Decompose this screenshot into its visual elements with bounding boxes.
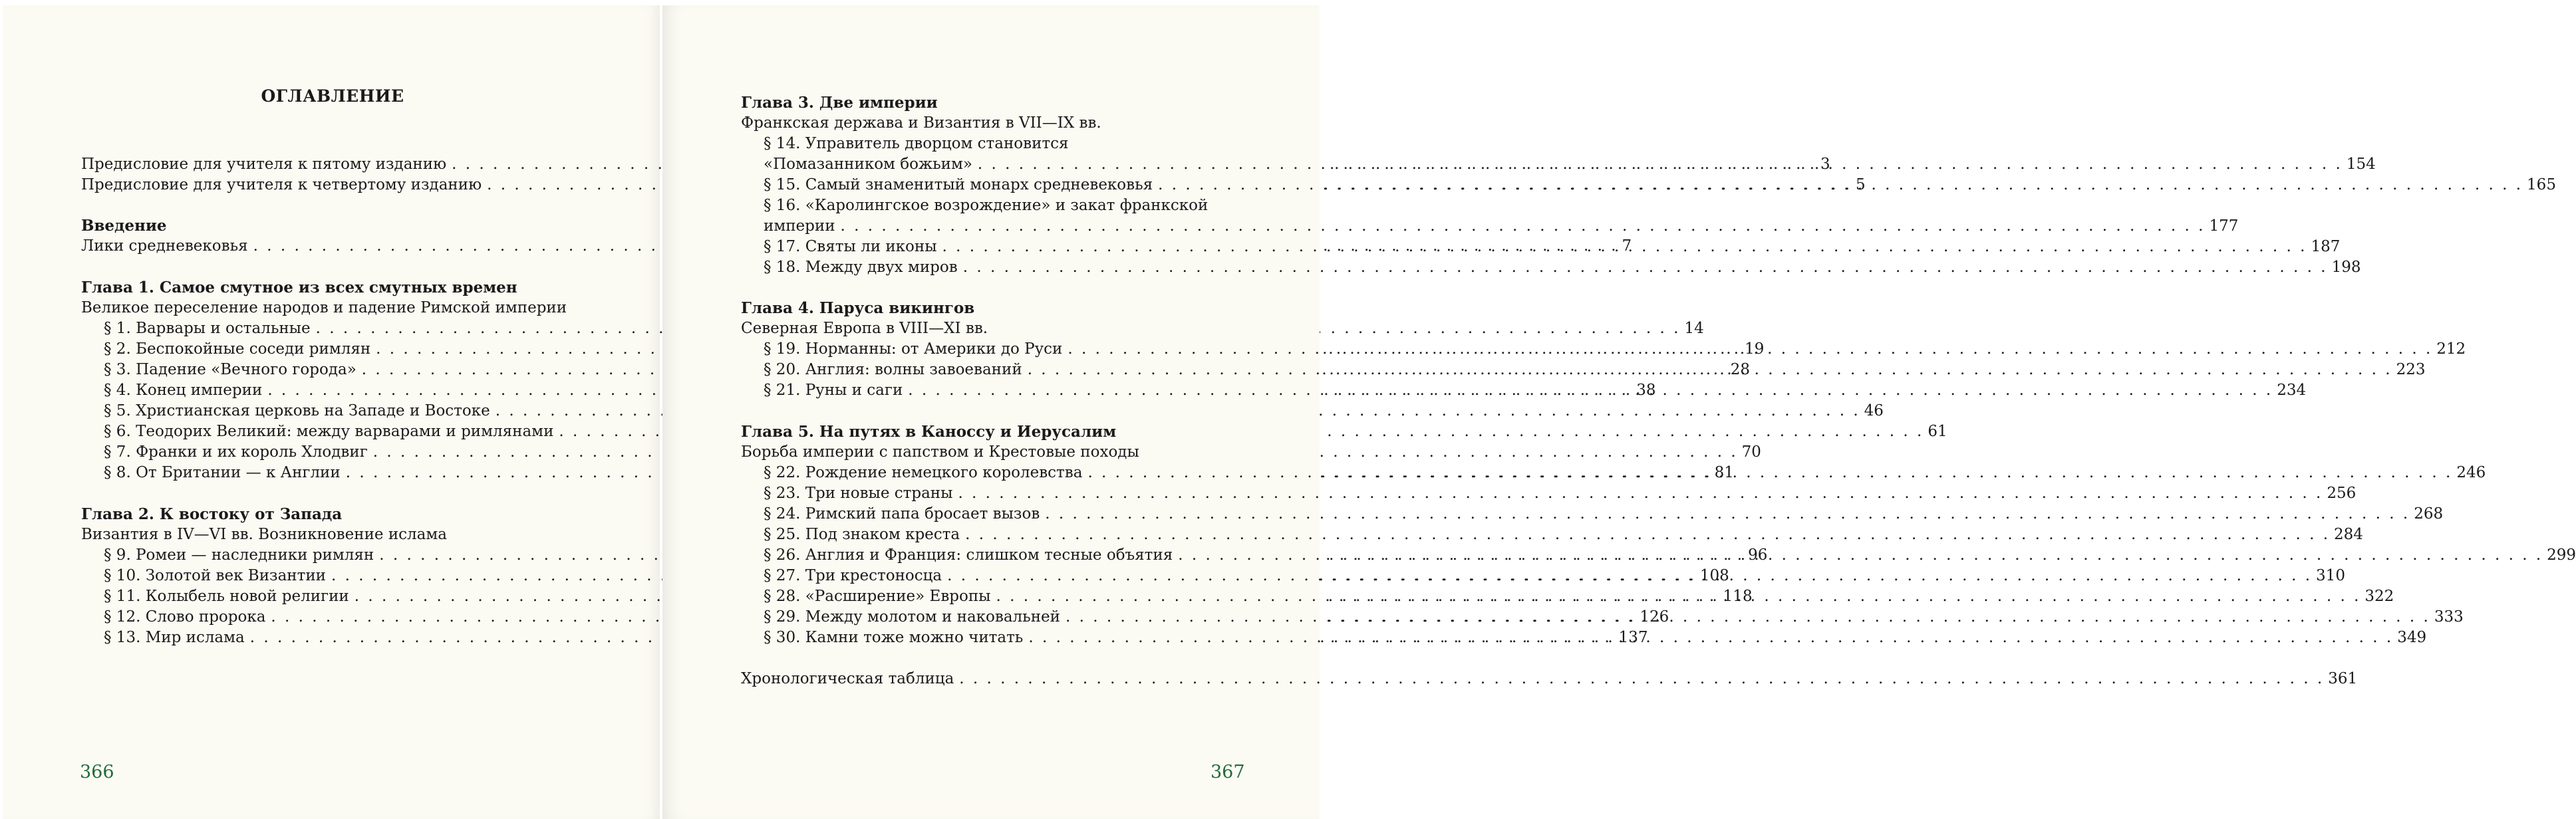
- entry-title: § 3. Падение «Вечного города»: [104, 361, 357, 378]
- entry-title: Предисловие для учителя к пятому изданию: [81, 156, 447, 173]
- entry-title: § 5. Христианская церковь на Западе и Востоке: [104, 402, 490, 419]
- entry-title: Лики средневековья: [81, 237, 248, 255]
- entry-title: § 1. Варвары и остальные: [104, 320, 311, 337]
- entry-page: 299: [2547, 546, 2576, 564]
- entry-page: 70: [1741, 443, 1761, 461]
- entry-title: § 24. Римский папа бросает вызов: [764, 505, 1040, 523]
- entry-page: 46: [1864, 402, 1884, 419]
- entry-page: 108: [1699, 567, 1729, 584]
- section-title-line[interactable]: § 14. Управитель дворцом становится: [764, 135, 1069, 152]
- section-entry[interactable]: [764, 257, 2361, 278]
- entry-title: § 18. Между двух миров: [764, 259, 958, 276]
- dot-leader: [1028, 628, 2393, 648]
- entry-title: § 30. Камни тоже можно читать: [764, 629, 1024, 646]
- entry-page: 5: [1856, 176, 1866, 193]
- dot-leader: [1066, 607, 2430, 628]
- chapter-heading: Глава 3. Две империи: [741, 94, 938, 112]
- entry-page: 361: [2328, 670, 2358, 687]
- entry-page: 3: [1820, 156, 1830, 173]
- entry-title: § 29. Между молотом и наковальней: [764, 608, 1060, 626]
- toc-entry[interactable]: [741, 669, 2358, 689]
- toc-heading: ОГЛАВЛЕНИЕ: [261, 86, 404, 106]
- section-entry[interactable]: [764, 483, 2357, 504]
- section-entry[interactable]: [764, 504, 2444, 525]
- chapter-subtitle: Византия в IV—VI вв. Возникновение ислама: [81, 526, 447, 543]
- entry-title: «Помазанником божьим»: [764, 156, 972, 173]
- entry-title: § 22. Рождение немецкого королевства: [764, 464, 1083, 481]
- dot-leader: [1158, 175, 2523, 195]
- entry-title: § 26. Англия и Франция: слишком тесные объятия: [764, 546, 1173, 564]
- entry-title: § 19. Норманны: от Америки до Руси: [764, 340, 1063, 358]
- page-number: 366: [80, 762, 114, 782]
- entry-page: 118: [1723, 588, 1753, 605]
- entry-title: Предисловие для учителя к четвертому изданию: [81, 176, 482, 193]
- entry-page: 96: [1748, 546, 1768, 564]
- entry-title: § 8. От Британии — к Англии: [104, 464, 341, 481]
- entry-page: 310: [2316, 567, 2345, 584]
- section-entry[interactable]: [764, 525, 2363, 545]
- dot-leader: [1178, 545, 2543, 566]
- entry-title: § 20. Англия: волны завоеваний: [764, 361, 1022, 378]
- entry-page: 7: [1622, 237, 1632, 255]
- section-entry[interactable]: [764, 237, 2341, 257]
- dot-leader: [841, 216, 2206, 237]
- section-title-line[interactable]: § 16. «Каролингское возрождение» и закат франкской: [764, 197, 1209, 214]
- section-entry[interactable]: [764, 216, 2239, 237]
- introduction-heading: Введение: [81, 217, 167, 235]
- entry-title: § 10. Золотой век Византии: [104, 567, 326, 584]
- dot-leader: [978, 154, 2343, 175]
- section-entry[interactable]: [764, 154, 2376, 175]
- entry-title: § 15. Самый знаменитый монарх средневековья: [764, 176, 1153, 193]
- entry-title: § 17. Святы ли иконы: [764, 238, 937, 255]
- entry-title: § 2. Беспокойные соседи римлян: [104, 340, 371, 358]
- entry-title: § 12. Слово пророка: [104, 608, 266, 626]
- dot-leader: [963, 257, 2328, 278]
- dot-leader: [1087, 463, 2452, 483]
- dot-leader: [947, 566, 2312, 586]
- dot-leader: [908, 380, 2273, 401]
- entry-page: 165: [2527, 176, 2556, 193]
- entry-page: 154: [2346, 156, 2376, 173]
- entry-title: § 25. Под знаком креста: [764, 526, 960, 543]
- entry-title: § 23. Три новые страны: [764, 485, 953, 502]
- entry-title: § 7. Франки и их король Хлодвиг: [104, 443, 368, 461]
- entry-title: § 4. Конец империи: [104, 382, 263, 399]
- entry-page: 212: [2436, 340, 2466, 358]
- chapter-subtitle: Борьба империи с папством и Крестовые походы: [741, 443, 1139, 461]
- entry-page: 284: [2334, 526, 2363, 543]
- entry-title: § 11. Колыбель новой религии: [104, 588, 349, 605]
- entry-page: 28: [1730, 361, 1750, 378]
- entry-page: 256: [2327, 485, 2357, 502]
- chapter-heading: Глава 5. На путях в Каноссу и Иерусалим: [741, 423, 1117, 441]
- entry-page: 187: [2311, 238, 2341, 255]
- chapter-subtitle: Великое переселение народов и падение Римской империи: [81, 299, 567, 316]
- entry-title: § 21. Руны и саги: [764, 382, 903, 399]
- entry-page: 38: [1636, 382, 1656, 399]
- entry-page: 349: [2397, 629, 2427, 646]
- entry-page: 198: [2331, 259, 2361, 276]
- entry-title: § 9. Ромеи — наследники римлян: [104, 546, 374, 564]
- dot-leader: [965, 525, 2330, 545]
- page-number: 367: [1211, 762, 1245, 782]
- entry-page: 81: [1714, 464, 1734, 481]
- chapter-subtitle: Северная Европа в VIII—XI вв.: [741, 320, 988, 337]
- entry-page: 268: [2414, 505, 2444, 523]
- entry-page: 19: [1745, 340, 1765, 358]
- entry-title: § 27. Три крестоносца: [764, 567, 942, 584]
- entry-page: 137: [1618, 629, 1648, 646]
- entry-page: 234: [2277, 382, 2307, 399]
- dot-leader: [958, 483, 2323, 504]
- entry-title: Хронологическая таблица: [741, 670, 954, 687]
- chapter-heading: Глава 4. Паруса викингов: [741, 299, 975, 317]
- entry-page: 177: [2209, 217, 2239, 235]
- entry-title: империи: [764, 217, 835, 235]
- dot-leader: [996, 586, 2361, 607]
- section-entry[interactable]: [104, 401, 1884, 421]
- dot-leader: [942, 237, 2307, 257]
- dot-leader: [959, 669, 2324, 689]
- dot-leader: [1028, 360, 2392, 380]
- entry-page: 223: [2396, 361, 2426, 378]
- dot-leader: [1068, 339, 2432, 360]
- entry-page: 333: [2434, 608, 2464, 626]
- entry-page: 322: [2364, 588, 2394, 605]
- chapter-heading: Глава 1. Самое смутное из всех смутных времен: [81, 279, 517, 296]
- section-entry[interactable]: [764, 339, 2466, 360]
- entry-title: § 13. Мир ислама: [104, 629, 245, 646]
- chapter-subtitle: Франкская держава и Византия в VII—IX вв.: [741, 114, 1101, 132]
- entry-title: § 6. Теодорих Великий: между варварами и римлянами: [104, 423, 554, 440]
- chapter-heading: Глава 2. К востоку от Запада: [81, 505, 343, 523]
- entry-page: 14: [1684, 320, 1704, 337]
- dot-leader: [1045, 504, 2410, 525]
- entry-page: 126: [1640, 608, 1669, 626]
- entry-page: 246: [2456, 464, 2486, 481]
- entry-title: § 28. «Расширение» Европы: [764, 588, 991, 605]
- section-entry[interactable]: [764, 175, 2556, 195]
- entry-page: 61: [1928, 423, 1947, 440]
